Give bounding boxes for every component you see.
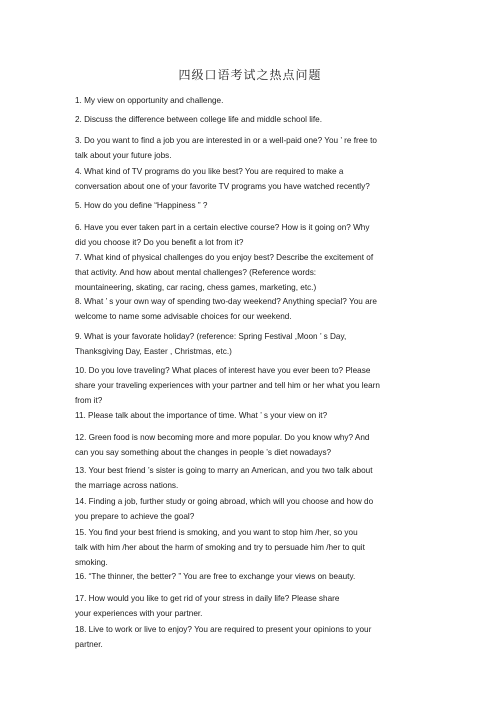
question-line: did you choose it? Do you benefit a lot from it?	[75, 238, 244, 247]
question-item	[75, 133, 420, 163]
question-line: 5. How do you define “Happiness ” ?	[75, 201, 208, 210]
question-item	[75, 250, 420, 295]
question-item	[75, 494, 420, 524]
question-line: 10. Do you love traveling? What places of interest have you ever been to? Please	[75, 366, 371, 375]
question-line: Thanksgiving Day, Easter , Christmas, etc.)	[75, 347, 232, 356]
question-line: talk about your future jobs.	[75, 151, 172, 160]
question-item	[75, 294, 420, 324]
question-item	[75, 164, 420, 194]
question-item	[75, 329, 420, 359]
question-line: you prepare to achieve the goal?	[75, 512, 195, 521]
question-line: the marriage across nations.	[75, 481, 179, 490]
question-line: 18. Live to work or live to enjoy? You are required to present your opinions to your	[75, 625, 372, 634]
question-line: 7. What kind of physical challenges do you enjoy best? Describe the excitement of	[75, 253, 374, 262]
question-line: 16. “The thinner, the better? ” You are free to exchange your views on beauty.	[75, 572, 356, 581]
question-line: partner.	[75, 640, 103, 649]
question-line: 4. What kind of TV programs do you like best? You are required to make a	[75, 167, 344, 176]
question-line: conversation about one of your favorite TV programs you have watched recently?	[75, 182, 370, 191]
question-line: 3. Do you want to find a job you are interested in or a well-paid one? You ’ re free to	[75, 136, 377, 145]
question-line: 1. My view on opportunity and challenge.	[75, 96, 224, 105]
question-item	[75, 463, 420, 493]
question-item	[75, 569, 420, 584]
question-line: 11. Please talk about the importance of time. What ’ s your view on it?	[75, 411, 328, 420]
question-line: 12. Green food is now becoming more and more popular. Do you know why? And	[75, 433, 370, 442]
question-item	[75, 112, 420, 127]
question-line: your experiences with your partner.	[75, 609, 203, 618]
question-item	[75, 93, 420, 108]
question-line: welcome to name some advisable choices for our weekend.	[75, 312, 292, 321]
question-line: 15. You find your best friend is smoking, and you want to stop him /her, so you	[75, 528, 358, 537]
question-line: 17. How would you like to get rid of your stress in daily life? Please share	[75, 594, 340, 603]
question-item	[75, 363, 420, 408]
question-line: that activity. And how about mental challenges? (Reference words:	[75, 268, 317, 277]
question-line: mountaineering, skating, car racing, chess games, marketing, etc.)	[75, 283, 317, 292]
question-item	[75, 591, 420, 621]
question-line: share your traveling experiences with your partner and tell him or her what you learn	[75, 381, 380, 390]
question-item	[75, 525, 420, 570]
question-line: 8. What ’ s your own way of spending two-day weekend? Anything special? You are	[75, 297, 377, 306]
question-line: 14. Finding a job, further study or going abroad, which will you choose and how do	[75, 497, 374, 506]
question-line: 9. What is your favorate holiday? (reference: Spring Festival ,Moon ’ s Day,	[75, 332, 347, 341]
question-line: from it?	[75, 396, 103, 405]
question-line: talk with him /her about the harm of smoking and try to persuade him /her to quit	[75, 543, 365, 552]
question-item	[75, 622, 420, 652]
question-line: smoking.	[75, 558, 108, 567]
question-item	[75, 198, 420, 213]
question-line: 2. Discuss the difference between college life and middle school life.	[75, 115, 322, 124]
question-line: 6. Have you ever taken part in a certain elective course? How is it going on? Why	[75, 223, 370, 232]
question-item	[75, 220, 420, 250]
question-line: 13. Your best friend ’s sister is going to marry an American, and you two talk about	[75, 466, 373, 475]
page-title: 四级口语考试之热点问题	[178, 68, 322, 82]
question-item	[75, 408, 420, 423]
question-line: can you say something about the changes in people ’s diet nowadays?	[75, 448, 332, 457]
question-item	[75, 430, 420, 460]
